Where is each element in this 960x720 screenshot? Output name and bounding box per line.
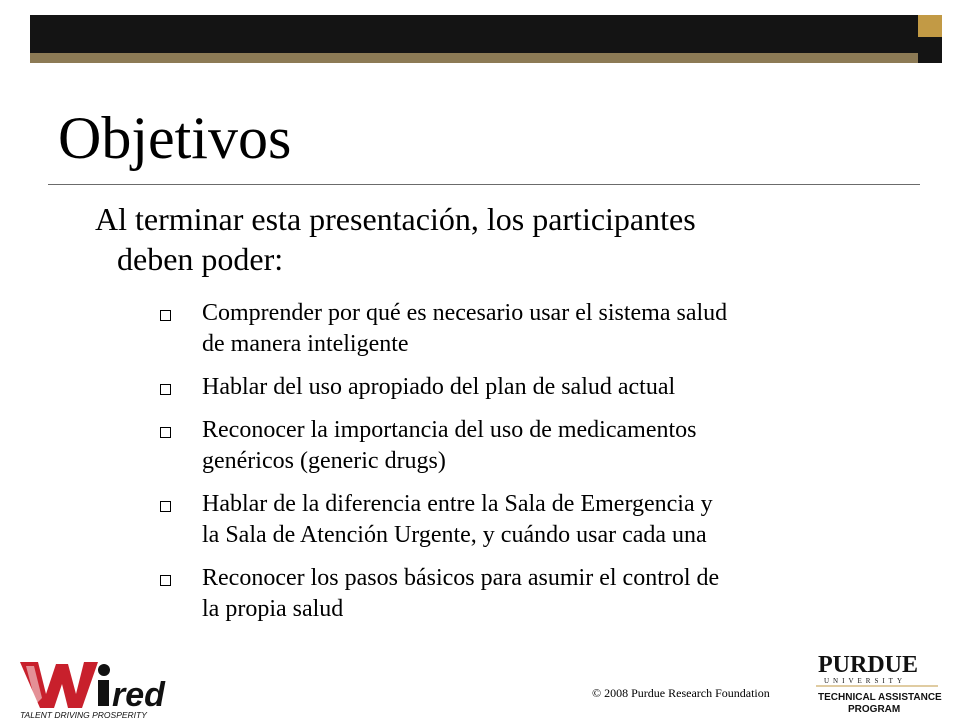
bullet-line: Reconocer la importancia del uso de medicamentos: [202, 417, 697, 443]
bullet-line: genéricos (generic drugs): [202, 448, 446, 474]
copyright-text: © 2008 Purdue Research Foundation: [592, 686, 770, 700]
square-bullet-icon: [160, 575, 171, 586]
square-bullet-icon: [160, 427, 171, 438]
title-divider: [48, 184, 920, 185]
square-bullet-icon: [160, 384, 171, 395]
list-item: [158, 298, 918, 360]
svg-text:TECHNICAL ASSISTANCE: TECHNICAL ASSISTANCE: [818, 692, 942, 703]
wired-logo: [16, 650, 176, 720]
list-item: [158, 415, 918, 477]
header-corner-block: [918, 53, 942, 63]
header-accent-block: [918, 15, 942, 37]
svg-text:PURDUE: PURDUE: [818, 652, 918, 678]
header-bar: [30, 15, 942, 53]
intro-line: Al terminar esta presentación, los participantes: [95, 201, 696, 237]
square-bullet-icon: [160, 501, 171, 512]
purdue-logo: [812, 648, 942, 718]
bullet-line: Reconocer los pasos básicos para asumir el control de: [202, 565, 720, 591]
header-underline-bar: [30, 53, 918, 63]
svg-text:red: red: [112, 676, 165, 714]
bullet-line: la propia salud: [202, 596, 344, 622]
svg-text:PROGRAM: PROGRAM: [848, 704, 901, 715]
intro-text: [95, 199, 925, 279]
bullet-line: la Sala de Atención Urgente, y cuándo usar cada una: [202, 522, 707, 548]
square-bullet-icon: [160, 310, 171, 321]
list-item: [158, 563, 918, 625]
wired-tagline: TALENT DRIVING PROSPERITY: [20, 710, 147, 720]
svg-text:UNIVERSITY: UNIVERSITY: [824, 677, 906, 685]
intro-line: deben poder:: [117, 241, 284, 277]
objectives-list: [158, 298, 918, 637]
bullet-line: Hablar de la diferencia entre la Sala de Emergencia y: [202, 491, 713, 517]
bullet-line: Comprender por qué es necesario usar el sistema salud: [202, 300, 728, 326]
slide-title: Objetivos: [58, 105, 292, 171]
bullet-line: Hablar del uso apropiado del plan de salud actual: [202, 374, 676, 400]
list-item: [158, 372, 918, 403]
list-item: [158, 489, 918, 551]
bullet-line: de manera inteligente: [202, 331, 409, 357]
